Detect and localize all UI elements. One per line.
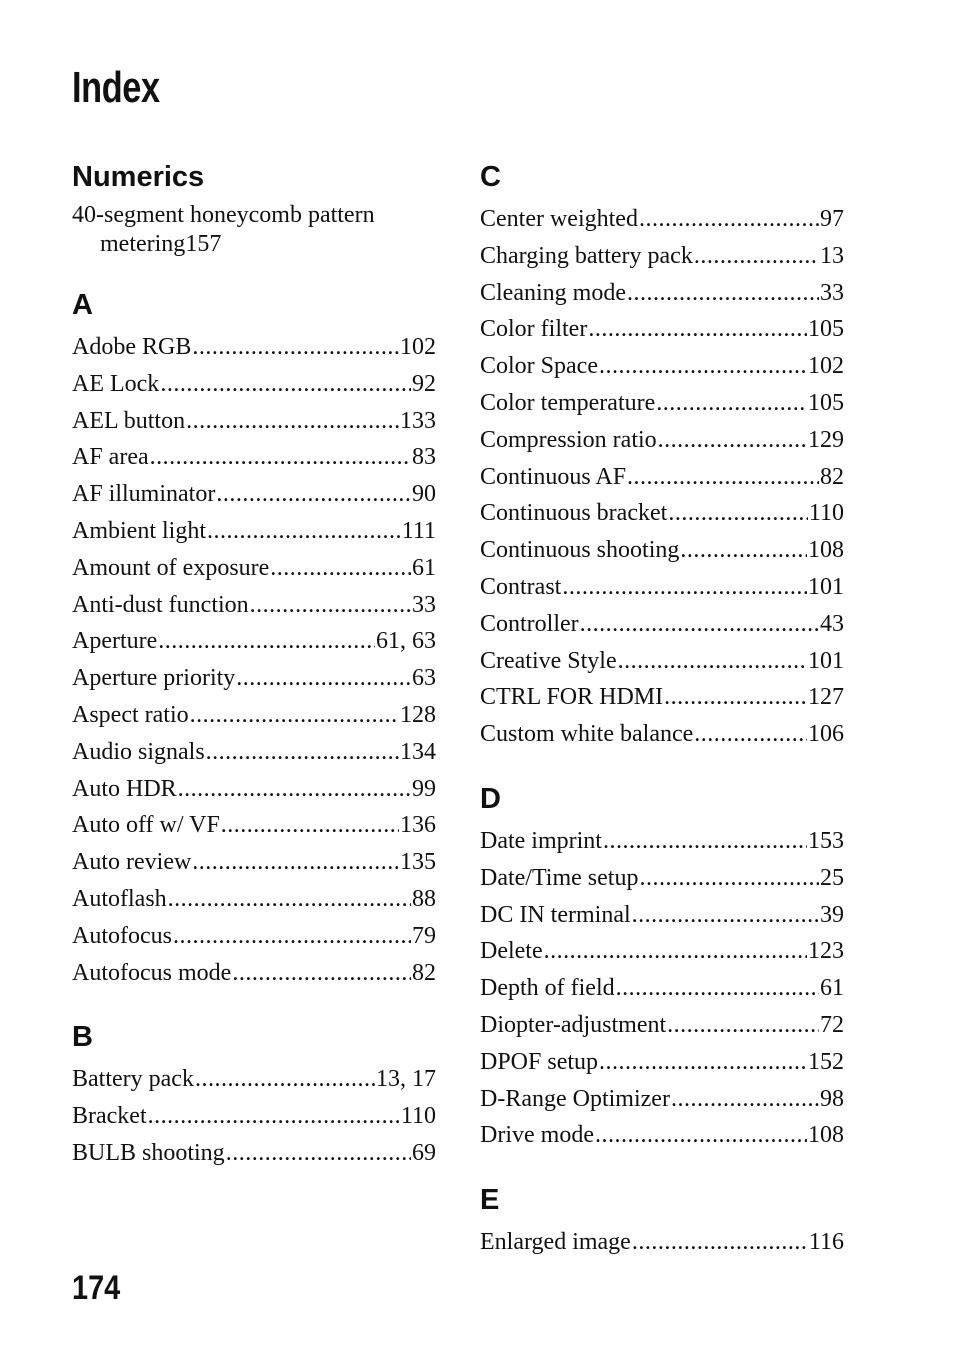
- index-entry: [72, 844, 436, 881]
- index-term: Aspect ratio: [72, 701, 189, 728]
- index-entry: [72, 734, 436, 771]
- index-section-c: [480, 157, 844, 753]
- section-heading: C: [480, 161, 501, 193]
- index-page-ref: 61: [820, 975, 844, 1002]
- index-term: Auto review: [72, 849, 192, 876]
- section-heading: Numerics: [72, 161, 205, 193]
- index-entry: [72, 807, 436, 844]
- index-page-ref: 43: [820, 610, 844, 637]
- index-term: AE Lock: [72, 370, 160, 397]
- index-term: Auto off w/ VF: [72, 812, 220, 839]
- index-section-e: [480, 1180, 844, 1261]
- index-entry: [72, 550, 436, 587]
- dot-leader: [207, 513, 401, 550]
- index-page-ref: 25: [820, 864, 844, 891]
- index-page-ref: 101: [808, 573, 844, 600]
- dot-leader: [627, 459, 819, 496]
- index-entry: [480, 311, 844, 348]
- index-entry: [480, 679, 844, 716]
- index-entry: [72, 201, 436, 259]
- dot-leader: [544, 933, 807, 970]
- dot-leader: [206, 734, 399, 771]
- index-term: Date/Time setup: [480, 864, 639, 891]
- index-term: Drive mode: [480, 1122, 594, 1149]
- dot-leader: [221, 807, 399, 844]
- index-term: Amount of exposure: [72, 554, 270, 581]
- index-term: Compression ratio: [480, 426, 657, 453]
- index-term: metering: [100, 231, 186, 257]
- dot-leader: [599, 348, 807, 385]
- index-term: Enlarged image: [480, 1229, 631, 1256]
- index-entry: [480, 348, 844, 385]
- index-term: AF illuminator: [72, 481, 216, 508]
- index-page-ref: 82: [820, 463, 844, 490]
- index-entry: [72, 955, 436, 992]
- dot-leader: [580, 606, 819, 643]
- index-term: DPOF setup: [480, 1048, 599, 1075]
- index-page-ref: 134: [400, 738, 436, 765]
- dot-leader: [632, 1224, 808, 1261]
- index-section-a: [72, 285, 436, 991]
- dot-leader: [158, 623, 375, 660]
- dot-leader: [588, 311, 807, 348]
- index-page-ref: 110: [808, 500, 844, 527]
- index-page-ref: 13, 17: [376, 1066, 436, 1093]
- index-page-ref: 127: [808, 684, 844, 711]
- index-page-ref: 157: [185, 231, 222, 257]
- index-page-ref: 63: [412, 665, 436, 692]
- index-term: Ambient light: [72, 517, 206, 544]
- index-term: Color Space: [480, 353, 598, 380]
- index-page-ref: 88: [412, 885, 436, 912]
- index-entry: [480, 495, 844, 532]
- index-entry: [480, 1081, 844, 1118]
- index-term: Contrast: [480, 573, 562, 600]
- dot-leader: [668, 495, 808, 532]
- index-page-ref: 39: [820, 901, 844, 928]
- index-entry: [72, 403, 436, 440]
- index-page-ref: 98: [820, 1085, 844, 1112]
- index-entry: [72, 329, 436, 366]
- dot-leader: [599, 1044, 807, 1081]
- index-entry: [72, 771, 436, 808]
- index-entry: [72, 660, 436, 697]
- dot-leader: [150, 439, 411, 476]
- index-entry: [72, 1135, 436, 1172]
- index-entry: [480, 1117, 844, 1154]
- dot-leader: [671, 1081, 819, 1118]
- dot-leader: [632, 897, 819, 934]
- index-term: Continuous bracket: [480, 500, 668, 527]
- index-term: Diopter-adjustment: [480, 1011, 667, 1038]
- index-entry: [480, 1224, 844, 1261]
- index-term: Bracket: [72, 1103, 147, 1130]
- index-page-ref: 83: [412, 444, 436, 471]
- index-page-ref: 111: [401, 517, 436, 544]
- index-column-right: [480, 155, 844, 1287]
- index-entry: [480, 860, 844, 897]
- dot-leader: [173, 918, 411, 955]
- dot-leader: [148, 1098, 400, 1135]
- index-term: Cleaning mode: [480, 279, 626, 306]
- dot-leader: [562, 569, 807, 606]
- index-page-ref: 79: [412, 922, 436, 949]
- index-term: Anti-dust function: [72, 591, 249, 618]
- index-entry: [480, 275, 844, 312]
- index-page-ref: 61: [412, 554, 436, 581]
- dot-leader: [694, 716, 807, 753]
- index-entry: [480, 897, 844, 934]
- dot-leader: [195, 1061, 375, 1098]
- index-entry: [480, 422, 844, 459]
- index-page-ref: 128: [400, 701, 436, 728]
- index-term: Date imprint: [480, 827, 602, 854]
- index-entry: [480, 532, 844, 569]
- dot-leader: [627, 275, 819, 312]
- dot-leader: [216, 476, 411, 513]
- dot-leader: [192, 844, 399, 881]
- index-term: AF area: [72, 444, 149, 471]
- index-entry: [72, 918, 436, 955]
- index-entry: [72, 1098, 436, 1135]
- section-heading: A: [72, 289, 93, 321]
- index-term: Depth of field: [480, 975, 615, 1002]
- index-term: D-Range Optimizer: [480, 1085, 670, 1112]
- index-term: Creative Style: [480, 647, 617, 674]
- index-entry: [72, 513, 436, 550]
- index-entry: [480, 201, 844, 238]
- dot-leader: [250, 587, 411, 624]
- dot-leader: [639, 201, 819, 238]
- dot-leader: [694, 238, 819, 275]
- index-page-ref: 136: [400, 812, 436, 839]
- index-entry: [72, 366, 436, 403]
- dot-leader: [226, 1135, 411, 1172]
- dot-leader: [190, 697, 399, 734]
- section-heading: E: [480, 1184, 500, 1217]
- index-page-ref: 108: [808, 537, 844, 564]
- index-section-numerics: [72, 157, 436, 259]
- index-entry: [480, 716, 844, 753]
- index-page-ref: 33: [820, 279, 844, 306]
- index-page-ref: 135: [400, 849, 436, 876]
- index-section-b: [72, 1017, 436, 1171]
- index-page-ref: 99: [412, 775, 436, 802]
- index-entry: [480, 970, 844, 1007]
- index-page-ref: 101: [808, 647, 844, 674]
- index-term: 40-segment honeycomb pattern: [72, 202, 375, 228]
- page-number: 174: [72, 1269, 121, 1307]
- index-term: Color filter: [480, 316, 588, 343]
- dot-leader: [168, 881, 411, 918]
- dot-leader: [160, 366, 411, 403]
- dot-leader: [664, 679, 807, 716]
- index-term: Autofocus mode: [72, 959, 232, 986]
- index-entry: [480, 385, 844, 422]
- index-entry: [72, 1061, 436, 1098]
- index-term: DC IN terminal: [480, 901, 631, 928]
- dot-leader: [639, 860, 819, 897]
- index-page-ref: 123: [808, 938, 844, 965]
- dot-leader: [618, 643, 807, 680]
- dot-leader: [270, 550, 411, 587]
- page-title: Index: [72, 63, 160, 112]
- index-page-ref: 33: [412, 591, 436, 618]
- index-page-ref: 69: [412, 1139, 436, 1166]
- index-term: Continuous shooting: [480, 537, 680, 564]
- dot-leader: [667, 1007, 819, 1044]
- index-term: Color temperature: [480, 389, 656, 416]
- index-entry: [480, 1007, 844, 1044]
- index-page-ref: 116: [808, 1229, 844, 1256]
- index-term: BULB shooting: [72, 1139, 225, 1166]
- index-term: Adobe RGB: [72, 334, 192, 360]
- index-page-ref: 102: [808, 353, 844, 380]
- index-entry: [72, 439, 436, 476]
- dot-leader: [192, 329, 399, 366]
- dot-leader: [680, 532, 807, 569]
- index-page-ref: 92: [412, 370, 436, 397]
- index-page-ref: 97: [820, 206, 844, 232]
- index-entry: [480, 643, 844, 680]
- index-term: Continuous AF: [480, 463, 627, 490]
- index-term: Autofocus: [72, 922, 172, 949]
- index-page-ref: 61, 63: [376, 628, 436, 655]
- index-term: CTRL FOR HDMI: [480, 684, 664, 711]
- dot-leader: [658, 422, 807, 459]
- dot-leader: [236, 660, 411, 697]
- index-entry: [480, 459, 844, 496]
- dot-leader: [603, 823, 807, 860]
- section-heading: D: [480, 782, 501, 815]
- index-term: Center weighted: [480, 206, 638, 232]
- index-entry: [72, 697, 436, 734]
- index-page-ref: 110: [400, 1103, 436, 1130]
- index-page-ref: 72: [820, 1011, 844, 1038]
- index-entry: [72, 623, 436, 660]
- index-term: Auto HDR: [72, 775, 177, 802]
- index-page-ref: 153: [808, 827, 844, 854]
- dot-leader: [178, 771, 411, 808]
- index-term: Aperture priority: [72, 665, 236, 692]
- index-page-ref: 129: [808, 426, 844, 453]
- index-term: Custom white balance: [480, 721, 694, 748]
- index-section-d: [480, 779, 844, 1154]
- index-entry: [72, 476, 436, 513]
- index-entry: [480, 238, 844, 275]
- index-entry: [480, 569, 844, 606]
- dot-leader: [616, 970, 819, 1007]
- index-entry: [480, 823, 844, 860]
- index-term-continuation: [72, 230, 436, 259]
- index-page-ref: 13: [820, 242, 844, 269]
- index-page-ref: 133: [400, 407, 436, 434]
- index-page-ref: 102: [400, 334, 436, 360]
- index-page-ref: 105: [808, 389, 844, 416]
- dot-leader: [595, 1117, 807, 1154]
- index-entry: [480, 1044, 844, 1081]
- index-page-ref: 106: [808, 721, 844, 748]
- index-page-ref: 152: [808, 1048, 844, 1075]
- index-page-ref: 105: [808, 316, 844, 343]
- index-term: Controller: [480, 610, 579, 637]
- index-entry: [72, 587, 436, 624]
- index-entry: [480, 933, 844, 970]
- index-entry: [480, 606, 844, 643]
- index-term: Autoflash: [72, 885, 167, 912]
- index-term: Audio signals: [72, 738, 205, 765]
- index-column-left: [72, 155, 436, 1198]
- dot-leader: [186, 403, 399, 440]
- index-page-ref: 90: [412, 481, 436, 508]
- right-sections: [480, 157, 844, 1261]
- dot-leader: [232, 955, 411, 992]
- index-page-ref: 82: [412, 959, 436, 986]
- index-entry: [72, 881, 436, 918]
- index-page-ref: 108: [808, 1122, 844, 1149]
- index-term: Delete: [480, 938, 543, 965]
- dot-leader: [656, 385, 807, 422]
- section-heading: B: [72, 1021, 93, 1054]
- index-term: AEL button: [72, 407, 186, 434]
- index-term: Battery pack: [72, 1066, 194, 1093]
- index-term: Aperture: [72, 628, 158, 655]
- left-sections: [72, 285, 436, 1172]
- index-term: Charging battery pack: [480, 242, 693, 269]
